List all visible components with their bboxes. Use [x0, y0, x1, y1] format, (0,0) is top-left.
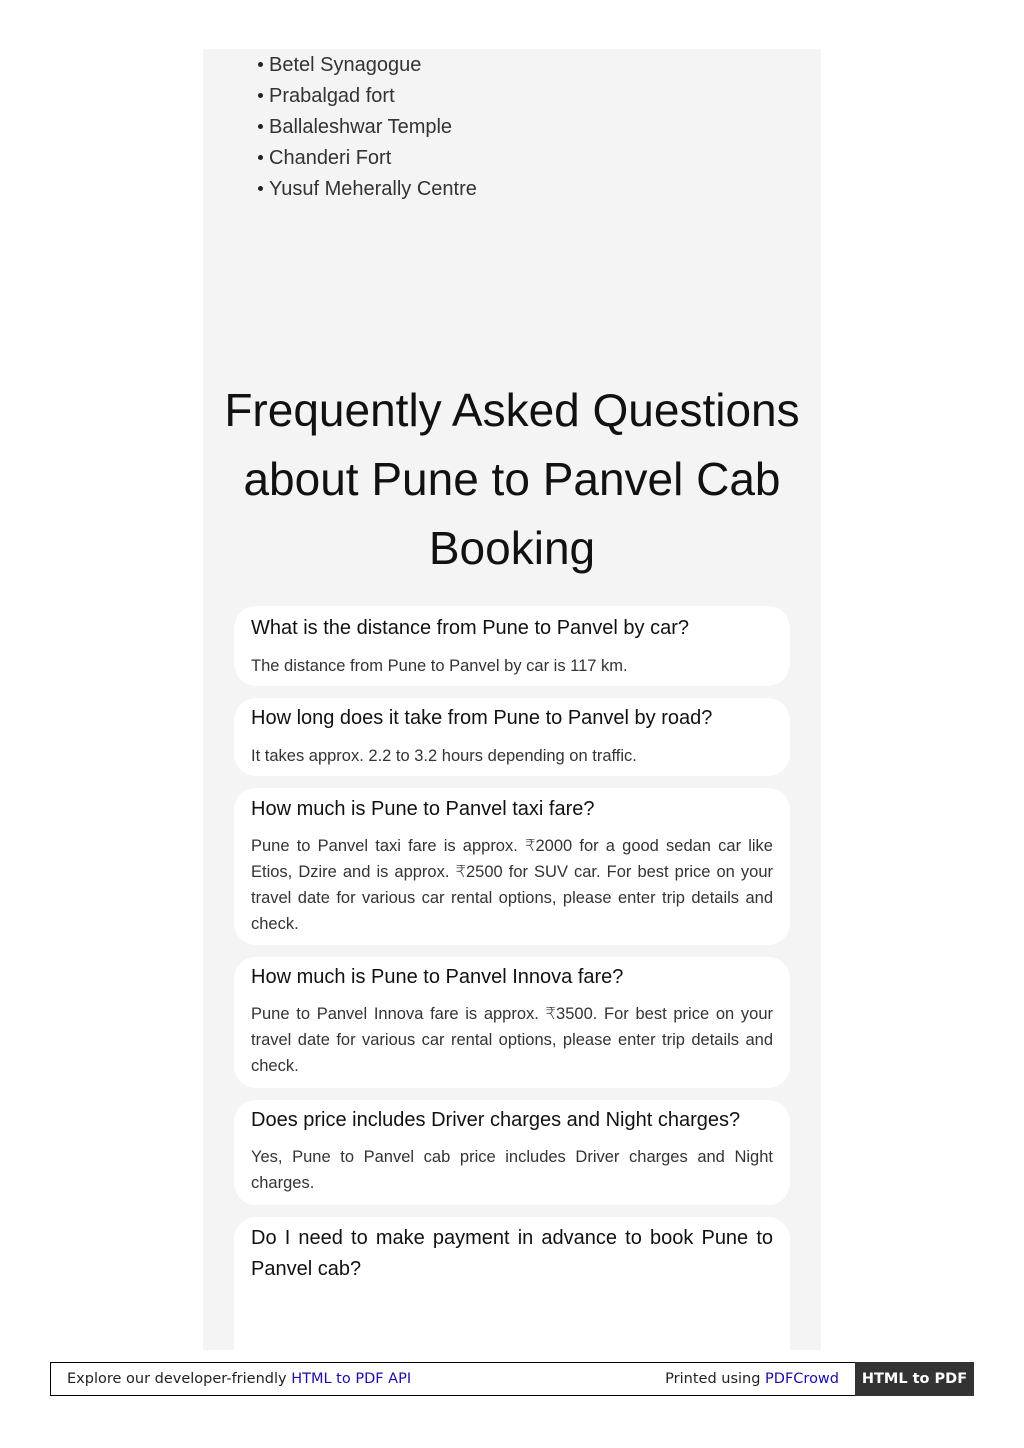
bullet-icon	[258, 124, 263, 129]
bullet-icon	[258, 186, 263, 191]
faq-card[interactable]	[234, 788, 790, 945]
faq-answer: Pune to Panvel taxi fare is approx. ₹2000 for a good sedan car like Etios, Dzire and is approx. ₹2500 for SUV car. For best price on your travel date for various car rental options, please enter trip details and check.	[251, 837, 773, 933]
bullet-icon	[258, 93, 263, 98]
faq-answer: Pune to Panvel Innova fare is approx. ₹3500. For best price on your travel date for various car rental options, please enter trip details and check.	[251, 1005, 773, 1075]
list-item: Betel Synagogue	[258, 52, 477, 83]
faq-answer: The distance from Pune to Panvel by car is 117 km.	[251, 657, 628, 675]
list-item: Ballaleshwar Temple	[258, 114, 477, 145]
list-item: Chanderi Fort	[258, 145, 477, 176]
faq-card[interactable]	[234, 698, 790, 776]
html-to-pdf-api-link[interactable]: HTML to PDF API	[291, 1371, 412, 1387]
faq-card[interactable]	[234, 1100, 790, 1205]
faq-answer: Yes, Pune to Panvel cab price includes Driver charges and Night charges.	[251, 1148, 773, 1192]
footer-explore: Explore our developer-friendly HTML to PDF API	[67, 1371, 412, 1387]
faq-question: What is the distance from Pune to Panvel by car?	[251, 617, 689, 639]
bullet-icon	[258, 155, 263, 160]
faq-answer: It takes approx. 2.2 to 3.2 hours depending on traffic.	[251, 747, 637, 765]
faq-question: How much is Pune to Panvel taxi fare?	[251, 798, 595, 820]
bullet-icon	[258, 62, 263, 67]
pdf-footer-bar	[50, 1362, 974, 1396]
faq-card[interactable]	[234, 1217, 790, 1350]
faq-card[interactable]	[234, 957, 790, 1088]
places-list	[258, 52, 477, 207]
footer-printed: Printed using PDFCrowd	[665, 1371, 839, 1387]
list-item: Prabalgad fort	[258, 83, 477, 114]
faq-question: How long does it take from Pune to Panvel by road?	[251, 707, 713, 729]
list-item: Yusuf Meherally Centre	[258, 176, 477, 207]
faq-question: How much is Pune to Panvel Innova fare?	[251, 966, 624, 988]
html-to-pdf-badge[interactable]: HTML to PDF	[855, 1362, 974, 1396]
faq-question: Do I need to make payment in advance to book Pune to Panvel cab?	[251, 1227, 773, 1280]
faq-question: Does price includes Driver charges and Night charges?	[251, 1109, 741, 1131]
pdfcrowd-link[interactable]: PDFCrowd	[765, 1371, 839, 1387]
faq-card[interactable]	[234, 606, 790, 686]
faq-heading: Frequently Asked Questions about Pune to Panvel Cab Booking	[224, 384, 800, 574]
